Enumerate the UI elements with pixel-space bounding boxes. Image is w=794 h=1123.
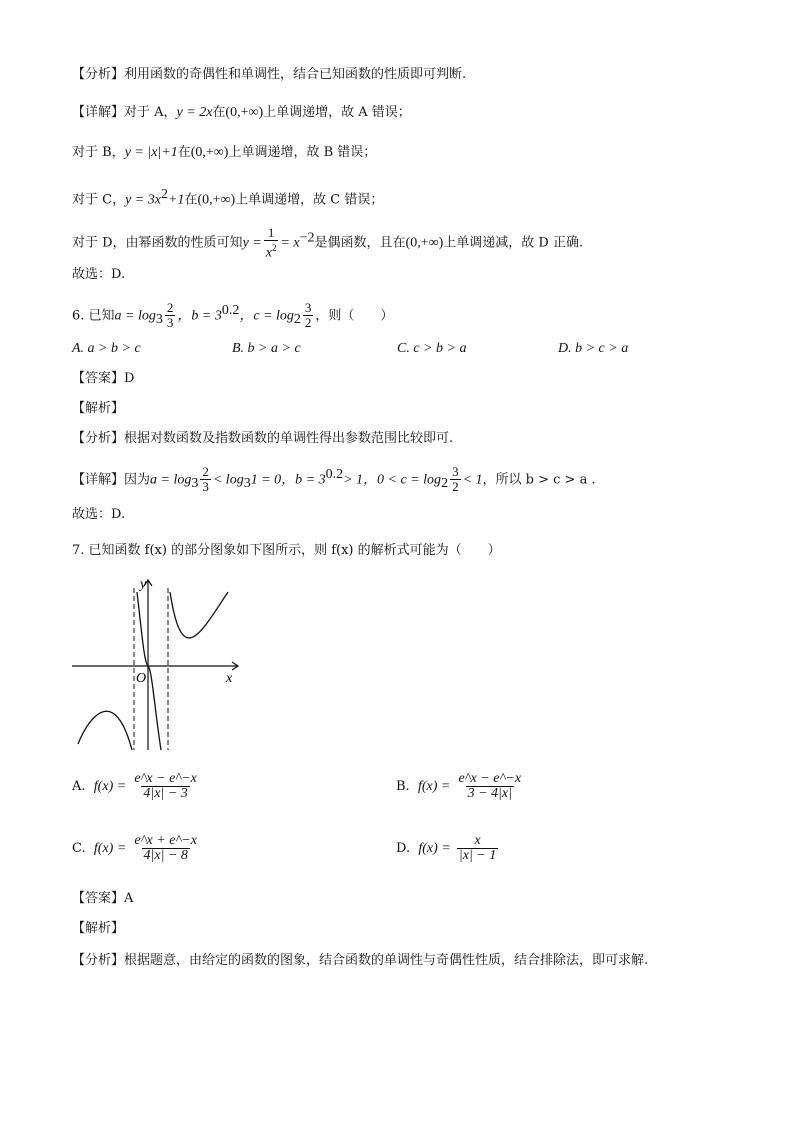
option-c: C. c > b > a xyxy=(397,341,467,356)
curve-left-branch xyxy=(78,711,132,750)
option-b: B. b > a > c xyxy=(232,341,301,356)
choice-line: 故选：D. xyxy=(72,507,126,522)
option-a: A. f(x) = $\frac{e\^{}x - e\^{}-x}{4|x| - 3}$ xyxy=(72,771,197,801)
answer-label: 【答案】D xyxy=(72,371,135,386)
origin-label: O xyxy=(136,671,147,686)
y-label: y xyxy=(140,577,147,592)
detail-line-b: 对于 B，y = |x|+1在(0,+∞)上单调递增，故 B 错误； xyxy=(72,145,377,160)
question-6-options xyxy=(72,338,732,360)
function-graph xyxy=(70,574,245,752)
jiexi-label: 【解析】 xyxy=(72,401,125,416)
option-c: C. f(x) = $\frac{e\^{}x + e\^{}-x}{4|x| - 8}$ xyxy=(72,833,197,863)
detail-line-c: 对于 C，$y = 3x^2+1$在(0,+∞)上单调递增，故 C 错误； xyxy=(72,187,384,208)
fraction: $\frac{1}{x^2}$ xyxy=(265,225,277,261)
analysis-line: 【分析】根据对数函数及指数函数的单调性得出参数范围比较即可. xyxy=(72,431,454,446)
option-d: D. b > c > a xyxy=(558,341,629,356)
analysis-line: 【分析】利用函数的奇偶性和单调性，结合已知函数的性质即可判断. xyxy=(72,67,467,82)
option-a: A. a > b > c xyxy=(72,341,141,356)
choice-line: 故选：D. xyxy=(72,267,126,282)
detail-line-d: 对于 D，由幂函数的性质可知y = $\frac{1}{x^2}$ = $x^{-2}$是偶函数，且在(0,+∞)上单调递减，故 D 正确. xyxy=(72,225,584,261)
analysis-line: 【分析】根据题意，由给定的函数的图象，结合函数的单调性与奇偶性性质，结合排除法，即可求解. xyxy=(72,953,649,968)
detail-line-a: 【详解】对于 A，y = 2x在(0,+∞)上单调递增，故 A 错误； xyxy=(72,105,411,120)
jiexi-label: 【解析】 xyxy=(72,921,125,936)
curve-right-branch xyxy=(170,592,228,638)
detail-line: 【详解】因为$a = \log_3$ $\frac{2}{3}$ < $\log_31 = 0$，$b = 3^{0.2}> 1$，$0 < c = \log_2$ $\frac{3}{2}$ < 1，所以 b > c > a . xyxy=(72,464,596,495)
option-b: B. f(x) = $\frac{e\^{}x - e\^{}-x}{3 - 4|x|}$ xyxy=(396,771,522,801)
option-d: D. f(x) = $\frac{x}{|x| - 1}$ xyxy=(396,833,497,863)
question-7-stem: 7. 已知函数 f(x) 的部分图象如下图所示，则 f(x) 的解析式可能为（ ） xyxy=(72,543,501,558)
x-label: x xyxy=(226,671,233,686)
answer-label: 【答案】A xyxy=(72,891,134,906)
question-6-stem: 6. 已知$a = \log_3$ $\frac{2}{3}$ ，$b = 3^{0.2}$，$c = \log_2$ $\frac{3}{2}$ ，则（ ） xyxy=(72,300,394,331)
